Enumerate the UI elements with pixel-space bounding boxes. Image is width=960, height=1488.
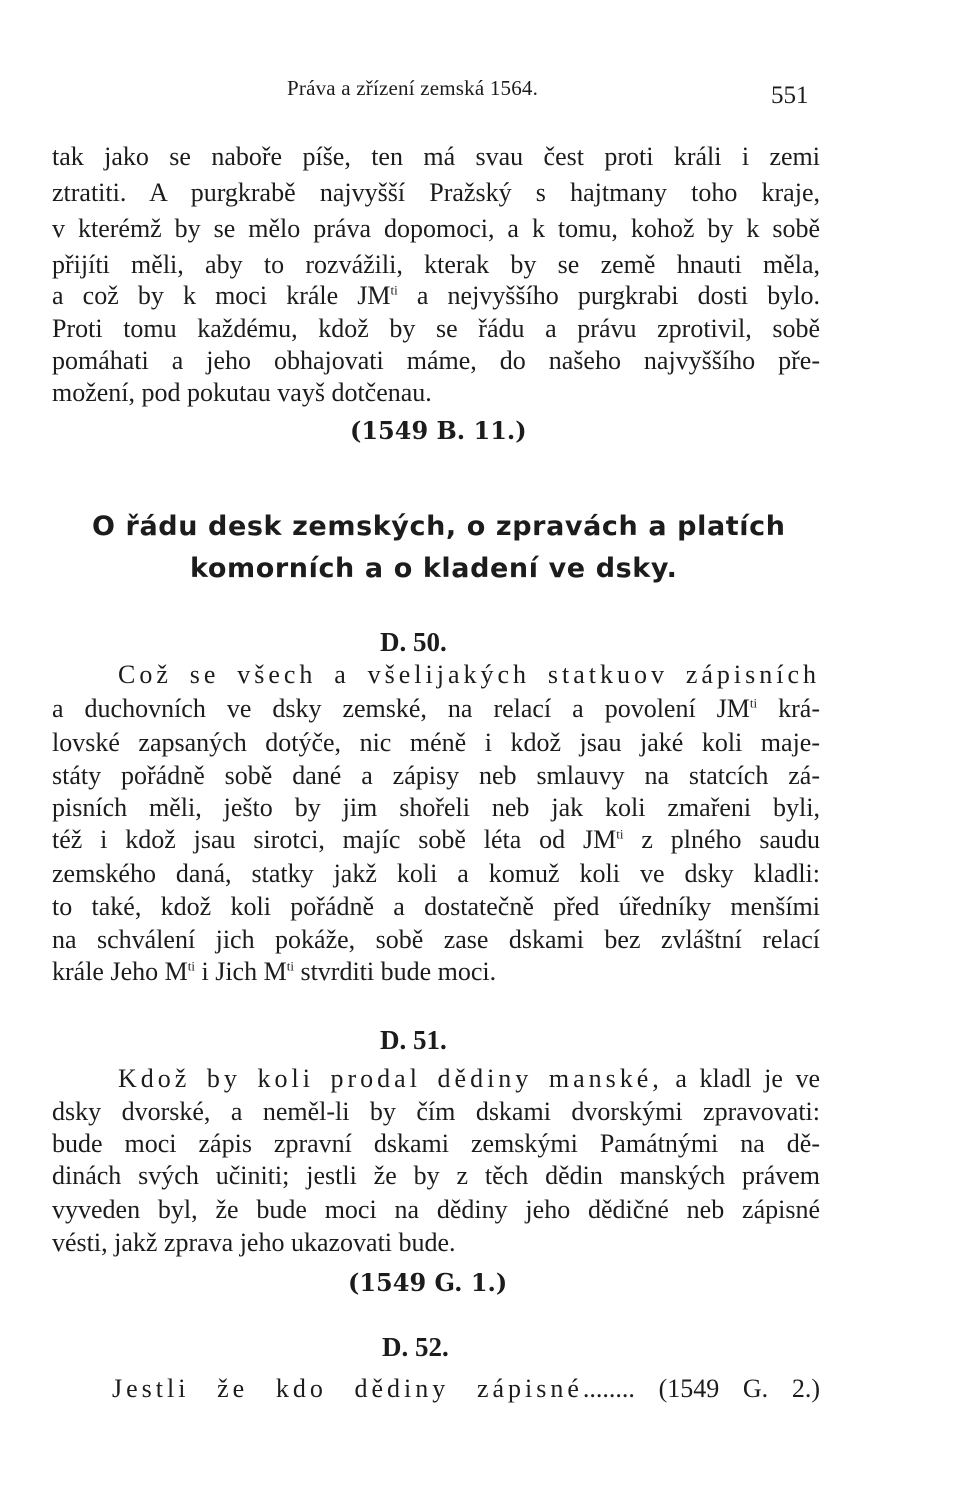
text-line: vésti, jakž zprava jeho ukazovati bude.: [52, 1228, 456, 1257]
section-number-d51: D. 51.: [380, 1025, 447, 1055]
text-line: tak jako se naboře píše, ten má svau čest proti králi i zemi: [52, 142, 820, 171]
text-line: pomáhati a jeho obhajovati máme, do našeho najvyššího pře-: [52, 346, 820, 375]
superscript: ti: [749, 695, 758, 711]
text-line: lovské zapsaných dotýče, nic méně i kdož jsau jaké koli maje-: [52, 728, 820, 757]
text-line: [118, 660, 820, 690]
text-run: z plného saudu: [623, 825, 820, 854]
citation: (1549 B. 11.): [350, 416, 527, 445]
text-line: přijíti měli, aby to rozvážili, kterak by se země hnauti měla,: [52, 250, 820, 279]
superscript: ti: [286, 958, 294, 974]
text-line: na schválení jich pokáže, sobě zase dskami bez zvláštní relací: [52, 925, 820, 954]
text-line: [52, 825, 820, 855]
text-line: bude moci zápis zpravní dskami zemskými Památnými na dě-: [52, 1129, 820, 1158]
text-line: dsky dvorské, a neměl-li by čím dskami dvorskými zpravovati:: [52, 1097, 820, 1126]
citation: (1549 G. 1.): [348, 1268, 508, 1297]
text-line: státy pořádně sobě dané a zápisy neb smlauvy na statcích zá-: [52, 761, 820, 790]
section-number-d52: D. 52.: [382, 1332, 449, 1362]
text-line: v kterémž by se mělo práva dopomoci, a k tomu, kohož by k sobě: [52, 214, 820, 243]
spaced-text: Kdož by koli prodal dědiny manské,: [118, 1064, 663, 1093]
text-line: pisních měli, ješto by jim shořeli neb jak koli zmařeni byli,: [52, 793, 820, 822]
spaced-text: Jestli že kdo dědiny zápisné: [112, 1374, 583, 1403]
text-line: [52, 957, 496, 987]
section-number-d50: D. 50.: [380, 627, 447, 657]
text-run: a nejvyššího purgkrabi dosti bylo.: [397, 281, 820, 310]
superscript: ti: [616, 826, 624, 842]
text-line: [112, 1374, 820, 1404]
text-line: Proti tomu každému, kdož by se řádu a právu zprotivil, sobě: [52, 314, 820, 343]
spaced-text: Což se všech a všelijakých statkuov: [118, 660, 668, 689]
running-title: Práva a zřízení zemská 1564.: [287, 76, 539, 100]
section-heading-line1: O řádu desk zemských, o zpravách a platích: [92, 511, 786, 542]
text-run: i Jich M: [194, 957, 287, 986]
text-line: [52, 281, 820, 311]
text-run: krá-: [757, 694, 821, 723]
superscript: ti: [390, 282, 398, 298]
text-line: zemského daná, statky jakž koli a komuž koli ve dsky kladli:: [52, 859, 820, 888]
text-line: vyveden byl, že bude moci na dědiny jeho dědičné neb zápisné: [52, 1195, 820, 1224]
text-run: a což by k moci krále JM: [52, 281, 391, 310]
text-line: [118, 1064, 820, 1094]
text-line: ztratiti. A purgkrabě najvyšší Pražský s hajtmany toho kraje,: [52, 178, 820, 207]
text-line: dinách svých učiniti; jestli že by z těch dědin manských právem: [52, 1161, 820, 1190]
text-run: stvrditi bude moci.: [293, 957, 497, 986]
text-run: a duchovních ve dsky zemské, na relací a povolení JM: [52, 694, 750, 723]
text-run: též i kdož jsau sirotci, majíc sobě léta od JM: [52, 825, 617, 854]
superscript: ti: [187, 958, 195, 974]
page-number: 551: [771, 82, 809, 109]
text-run: a kladl je ve: [662, 1064, 820, 1093]
text-run: ........ (1549 G. 2.): [582, 1374, 820, 1403]
section-heading-line2: komorních a o kladení ve dsky.: [190, 553, 678, 584]
text-run: krále Jeho M: [52, 957, 188, 986]
text-line: možení, pod pokutau vayš dotčenau.: [52, 378, 432, 407]
text-line: to také, kdož koli pořádně a dostatečně před úředníky menšími: [52, 892, 820, 921]
spaced-text: zápisních: [667, 660, 821, 689]
text-line: [52, 694, 820, 724]
